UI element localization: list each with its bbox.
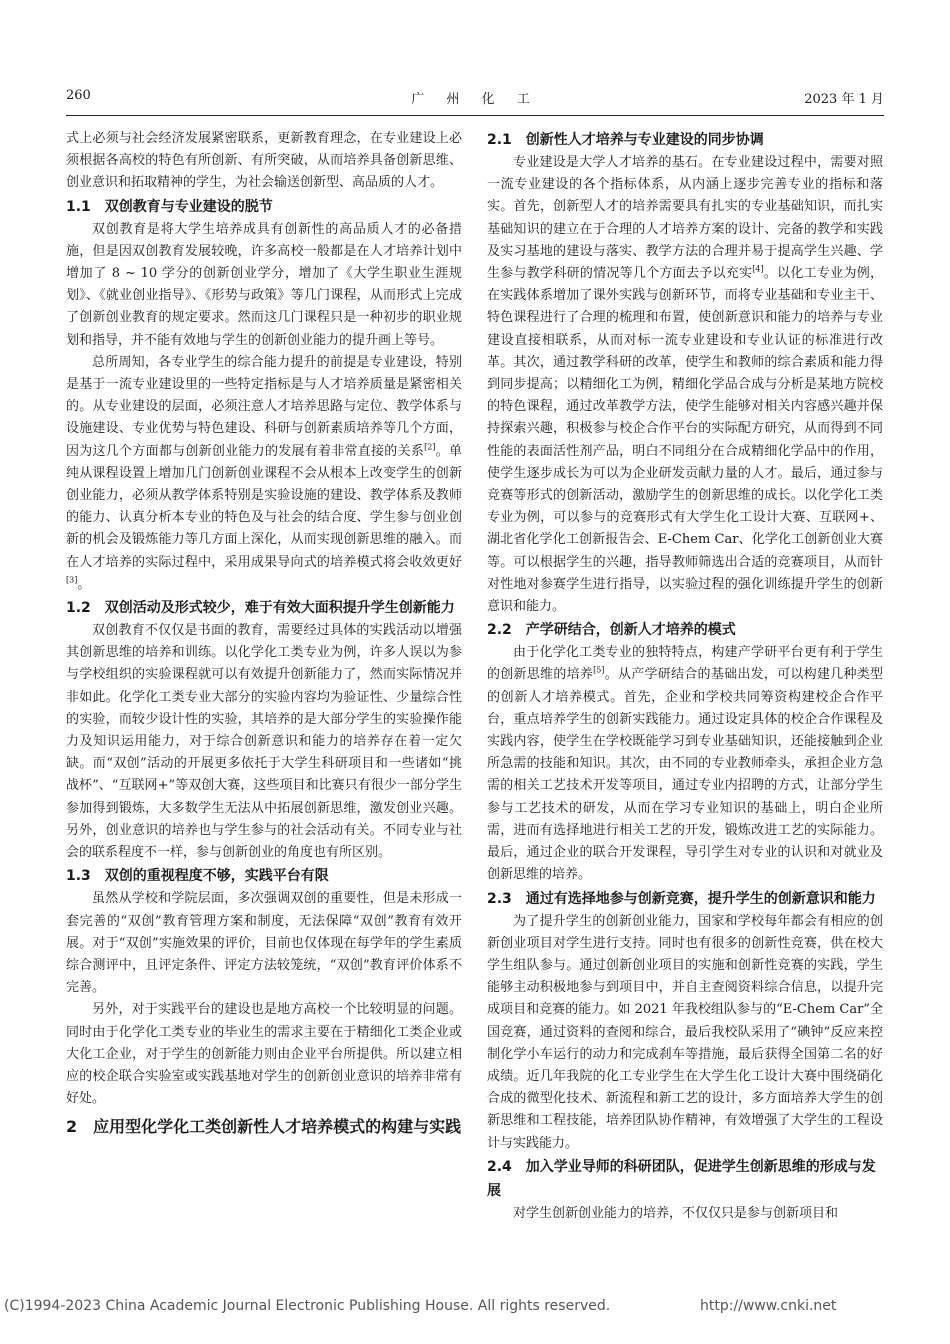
paragraph-text: 双创教育是将大学生培养成具有创新性的高品质人才的必备措施，但是因双创教育发展较晚，许多高校一般都是在人才培养计划中增加了 8 ~ 10 学分的创新创业学分，增加了《大学生职业生涯规划》、《就业创业指导》、《形势与政策》等几门课程，从而形式上完成了创新创业教育的规定要求。然而这几门课程只是一种初步的职业规划和指导，并不能有效地与学生的创新创业能力的提升画上等号。 [66,221,462,348]
running-header [66,88,884,110]
paragraph-text: 式上必须与社会经济发展紧密联系，更新教育理念，在专业建设上必须根据各高校的特色有所创新、有所突破，从而培养具备创新思维、创业意识和拓取精神的学生，为社会输送创新型、高品质的人才。 [66,131,462,191]
paragraph-text: 。 [77,576,91,592]
section-heading: 1.2 双创活动及形式较少，难于有效大面积提升学生创新能力 [66,600,455,617]
paragraph-text: 对学生创新创业能力的培养，不仅仅只是参与创新项目和 [513,1205,839,1221]
paragraph [66,999,462,1110]
paragraph-text: 专业建设是大学人才培养的基石。在专业建设过程中，需要对照一流专业建设的各个指标体系，从内涵上逐步完善专业的指标和落实。首先，创新型人才的培养需要具有扎实的专业基础知识，而扎实基础知识的建立在于合理的人才培养方案的设计、完备的教学和实践及实习基地的建设与落实、教学方法的合理并易于提高学生兴趣、学生参与教学科研的情况等几个方面去予以充实 [487,155,883,282]
paragraph-text: 。以化工专业为例，在实践体系增加了课外实践与创新环节，而将专业基础和专业主干、特色课程进行了合理的梳理和布置，使创新意识和能力的培养与专业建设直接相联系，从而对标一流专业建设和专业认证的标准进行改革。其次，通过教学科研的改革，使学生和教师的综合素质和能力得到同步提高；以精细化工为例，精细化学品合成与分析是某地方院校的特色课程，通过改革教学方法，使学生能够对相关内容感兴趣并保持探索兴趣，积极参与校企合作平台的实际配方研究，从而得到不同性能的表面活性剂产品，明白不同组分在合成精细化学品中的作用，使学生逐步成长为可以为企业研发贡献力量的人才。最后，通过参与竞赛等形式的创新活动，激励学生的创新思维的成长。以化学化工类专业为例，可以参与的竞赛形式有大学生化工设计大赛、互联网+、湖北省化学化工创新报告会、E-Chem Car、化学化工创新创业大赛等。可以根据学生的兴趣，指导教师筛选出合适的竞赛项目，从而针对性地对参赛学生进行指导，以实验过程的强化训练提升学生的创新意识和能力。 [487,266,883,615]
paragraph-text: 。从产学研结合的基础出发，可以构建几种类型的创新人才培养模式。首先，企业和学校共同筹资构建校企合作平台，重点培养学生的创新实践能力。通过设定具体的校企合作课程及实践内容，使学生在学校既能学习到专业基础知识，还能接触到企业所急需的技能和知识。其次，由不同的专业教师牵头，承担企业方急需的相关工艺技术开发等项目，通过专业内招聘的方式，让部分学生参与工艺技术的研发，从而在学习专业知识的基础上，明白企业所需，进而有选择地进行相关工艺的开发，锻炼改进工艺的实际能力。最后，通过企业的联合开发课程，导引学生对专业的认识和对就业及创新思维的培养。 [487,667,883,883]
paragraph [487,642,883,886]
paragraph-text: 由于化学化工类专业的独特特点，构建产学研平台更有利于学生的创新思维的培养 [487,645,883,683]
paragraph-text: 虽然从学校和学院层面，多次强调双创的重要性，但是未形成一套完善的“双创”教育管理方案和制度，无法保障“双创”教育有效开展。对于“双创”实施效果的评价，目前也仅体现在每学年的学生素质综合测评中，且评定条件、评定方法较笼统，“双创”教育评价体系不完善。 [66,891,462,996]
cnki-url[interactable]: http://www.cnki.net [700,1298,837,1314]
citation-ref: [3] [66,575,78,585]
paragraph [66,219,462,352]
paragraph [66,352,462,596]
header-rule [66,115,884,116]
paragraph [66,128,462,195]
paragraph-text: 总所周知，各专业学生的综合能力提升的前提是专业建设，特别是基于一流专业建设里的一些特定指标是与人才培养质量是紧密相关的。从专业建设的层面，必须注意人才培养思路与定位、教学体系与设施建设、专业优势与特色建设、科研与创新素质培养等几个方面，因为这几个方面都与创新创业能力的发展有着非常直接的关系 [66,354,462,459]
paragraph [66,888,462,999]
page-number: 260 [66,88,91,103]
section-heading: 2.2 产学研结合，创新人才培养的模式 [487,622,736,639]
paragraph [487,911,883,1155]
section-heading: 1.3 双创的重视程度不够，实践平台有限 [66,868,329,885]
journal-name: 广 州 化 工 [411,92,539,107]
section-heading: 2.1 创新性人才培养与专业建设的同步协调 [487,132,764,148]
paragraph-text: 为了提升学生的创新创业能力，国家和学校每年都会有相应的创新创业项目对学生进行支持。同时也有很多的创新性竞赛，供在校大学生组队参与。通过创新创业项目的实施和创新性竞赛的实践，学生能够主动积极地参与到项目中，并自主查阅资料综合信息，以提升完成项目和竞赛的能力。如 2021 年我校组队参与的“E-Chem Car”全国竞赛，通过资料的查阅和综合，最后我校队采用了“碘钟”反应来控制化学小车运行的动力和完成刹车等措施，最后获得全国第二名的好成绩。近几年我院的化工专业学生在大学生化工设计大赛中围绕硝化合成的微型化技术、新流程和新工艺的设计，多方面培养大学生的创新思维和工程技能，培养团队协作精神，有效增强了大学生的工程设计与实践能力。 [487,913,883,1151]
section-heading: 1.1 双创教育与专业建设的脱节 [66,198,273,215]
paragraph [66,620,462,864]
citation-ref: [2] [424,442,436,452]
section-heading: 2 应用型化学化工类创新性人才培养模式的构建与实践 [66,1117,462,1137]
left-column [66,128,462,1141]
citation-ref: [4] [752,264,764,274]
section-heading: 2.3 通过有选择地参与创新竞赛，提升学生的创新意识和能力 [487,890,876,907]
paragraph [487,152,883,618]
paragraph [487,1203,883,1225]
section-heading: 2.4 加入学业导师的科研团队，促进学生创新思维的形成与发展 [487,1158,876,1199]
issue-date: 2023 年 1 月 [804,92,884,107]
citation-ref: [5] [593,666,605,676]
paragraph-text: 另外，对于实践平台的建设也是地方高校一个比较明显的问题。同时由于化学化工类专业的毕业生的需求主要在于精细化工类企业或大化工企业，对于学生的创新能力则由企业平台所提供。所以建立相应的校企联合实验室或实践基地对学生的创新创业意识的培养非常有好处。 [66,1002,462,1107]
paragraph-text: 双创教育不仅仅是书面的教育，需要经过具体的实践活动以增强其创新思维的培养和训练。以化学化工类专业为例，许多人误以为参与学校组织的实验课程就可以有效提升创新能力了，然而实际情况并非如此。化学化工类专业大部分的实验内容均为验证性、少量综合性的实验，而较少设计性的实验，其培养的是大部分学生的实验操作能力及知识运用能力，对于综合创新意识和能力的培养存在着一定欠缺。而“双创”活动的开展更多依托于大学生科研项目和一些诸如“挑战杯”、“互联网+”等双创大赛，这些项目和比赛只有很少一部分学生参加得到锻炼，大多数学生无法从中拓展创新思维，激发创业兴趣。另外，创业意识的培养也与学生参与的社会活动有关。不同专业与社会的联系程度不一样，参与创新创业的角度也有所区别。 [66,623,462,861]
copyright-notice: (C)1994-2023 China Academic Journal Electronic Publishing House. All rights reserved. [4,1298,611,1314]
right-column [487,128,883,1225]
paragraph-text: 。单纯从课程设置上增加几门创新创业课程不会从根本上改变学生的创新创业能力，必须从教学体系特别是实验设施的建设、教学体系及教师的能力、认真分析本专业的特色及与社会的结合度、学生参与创业创新的机会及锻炼能力等几方面上深化，从而实现创新思维的融入。而在人才培养的实际过程中，采用成果导向式的培养模式将会收效更好 [66,443,462,570]
